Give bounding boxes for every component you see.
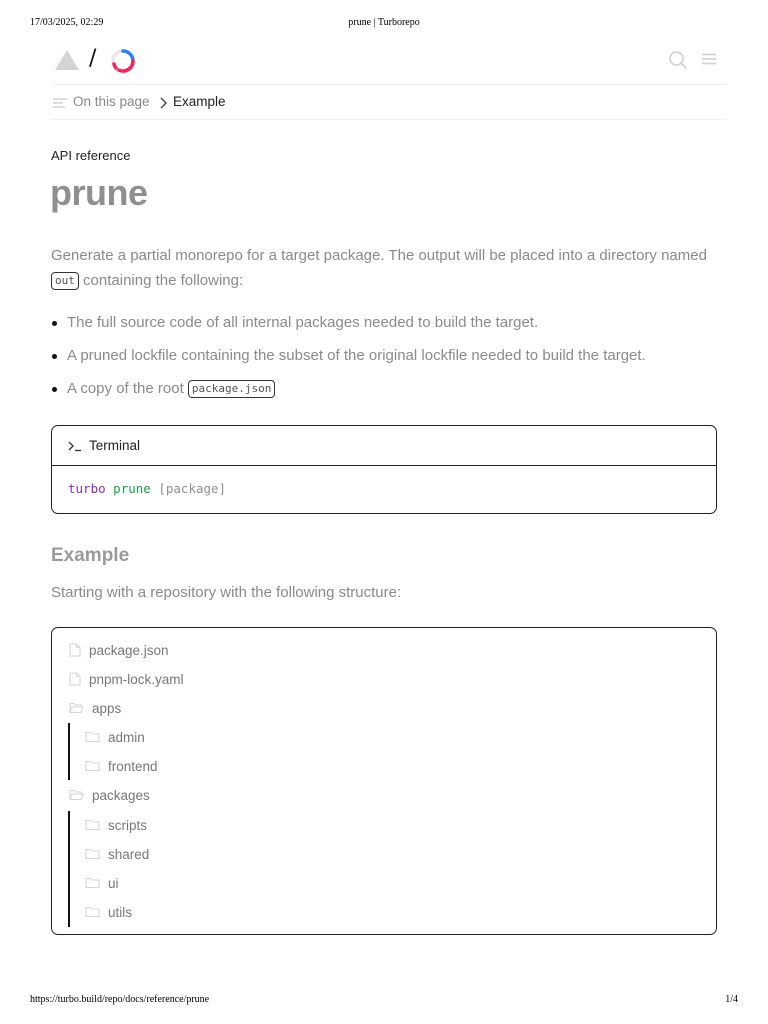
code-command: turbo	[68, 481, 106, 496]
terminal-body[interactable]	[52, 466, 716, 513]
inline-code-package-json: package.json	[188, 380, 275, 398]
folder-icon	[85, 906, 100, 918]
list-item-text: A pruned lockfile containing the subset of the original lockfile needed to build the target.	[67, 347, 646, 364]
tree-item-label: utils	[108, 904, 133, 920]
tree-item-label: frontend	[108, 758, 158, 774]
folder-open-icon	[69, 702, 84, 714]
list-item-text: A copy of the root	[67, 380, 184, 397]
tree-guide-packages	[68, 811, 70, 927]
list-item	[51, 313, 727, 346]
tree-folder-shared[interactable]	[85, 844, 149, 864]
code-subcommand: prune	[113, 481, 151, 496]
print-header	[0, 17, 768, 31]
section-eyebrow: API reference	[51, 148, 131, 163]
turborepo-logo-icon[interactable]	[109, 47, 137, 80]
folder-icon	[85, 760, 100, 772]
tree-item-label: apps	[92, 700, 122, 716]
tree-item-label: package.json	[89, 642, 169, 658]
print-title: prune | Turborepo	[348, 17, 420, 28]
tree-item-label: scripts	[108, 817, 148, 833]
folder-icon	[85, 848, 100, 860]
terminal-prompt-icon	[68, 439, 82, 457]
tree-folder-apps[interactable]	[69, 698, 121, 718]
tree-folder-packages[interactable]	[69, 785, 150, 805]
print-page-number: 1/4	[725, 994, 738, 1005]
menu-icon[interactable]	[700, 50, 718, 73]
output-list	[51, 313, 727, 412]
intro-paragraph	[51, 243, 721, 293]
print-footer	[0, 994, 768, 1008]
tree-folder-utils[interactable]	[85, 902, 132, 922]
vercel-logo-icon[interactable]	[55, 50, 79, 70]
top-navbar	[51, 40, 727, 82]
example-heading[interactable]: Example	[51, 545, 130, 566]
code-argument: [package]	[158, 481, 227, 496]
tree-folder-frontend[interactable]	[85, 756, 158, 776]
list-item	[51, 346, 727, 379]
tree-file-pnpm-lock[interactable]	[69, 669, 184, 689]
terminal-header	[52, 426, 716, 466]
file-tree	[51, 627, 717, 935]
folder-icon	[85, 819, 100, 831]
file-icon	[69, 672, 81, 686]
file-icon	[69, 643, 81, 657]
tree-item-label: admin	[108, 729, 145, 745]
code-line	[68, 481, 226, 496]
brand-separator: /	[89, 46, 97, 71]
inline-code-out: out	[51, 272, 79, 290]
tree-file-package-json[interactable]	[69, 640, 169, 660]
folder-icon	[85, 731, 100, 743]
intro-text-end: containing the following:	[83, 272, 244, 289]
text-align-left-icon	[53, 96, 67, 114]
current-section-label: Example	[173, 94, 226, 109]
print-date: 17/03/2025, 02:29	[30, 17, 104, 28]
terminal-code-block	[51, 425, 717, 514]
print-url: https://turbo.build/repo/docs/reference/prune	[30, 994, 210, 1005]
on-this-page-bar[interactable]	[51, 84, 727, 120]
chevron-right-icon	[159, 96, 168, 114]
folder-icon	[85, 877, 100, 889]
tree-folder-admin[interactable]	[85, 727, 145, 747]
list-item-text: The full source code of all internal packages needed to build the target.	[67, 314, 539, 331]
search-icon[interactable]	[668, 50, 688, 75]
tree-item-label: ui	[108, 875, 119, 891]
tree-item-label: shared	[108, 846, 150, 862]
intro-text-start: Generate a partial monorepo for a target package. The output will be placed into a directory named	[51, 247, 707, 264]
tree-item-label: packages	[92, 787, 150, 803]
on-this-page-label: On this page	[73, 94, 150, 109]
example-paragraph: Starting with a repository with the following structure:	[51, 584, 402, 601]
tree-item-label: pnpm-lock.yaml	[89, 671, 184, 687]
terminal-title: Terminal	[89, 438, 141, 453]
folder-open-icon	[69, 789, 84, 801]
tree-folder-ui[interactable]	[85, 873, 119, 893]
page-title: prune	[50, 172, 148, 213]
tree-guide-apps	[68, 723, 70, 780]
tree-folder-scripts[interactable]	[85, 815, 147, 835]
list-item	[51, 379, 727, 412]
